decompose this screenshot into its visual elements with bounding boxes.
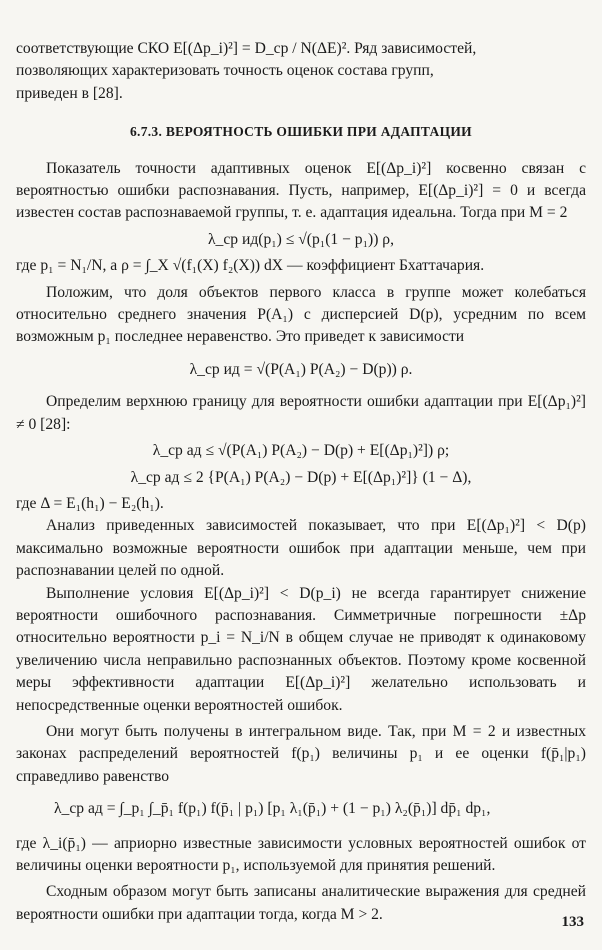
intro-line-2: позволяющих характеризовать точность оценок состава групп,: [16, 62, 434, 80]
equation-4: λ_ср ад ≤ 2 {P(A₁) P(A₂) − D(p) + E[(Δp₁)²]} (1 − Δ),: [130, 468, 472, 486]
equation-1: λ_ср ид(p₁) ≤ √(p₁(1 − p₁)) ρ,: [208, 230, 394, 248]
paragraph-5: Выполнение условия E[(Δp_i)²] < D(p_i) не всегда гарантирует снижение вероятности ошибочного распознавания. Симметричные погрешности ±Δp относительно вероятности p_i = N_i/N в общем случае не приводят к одинаковому увеличению числа неправильно распознанных объектов. Поэтому кроме косвенной меры эффективности адаптации E[(Δp_i)²] желательно использовать и непосредственные оценки вероятностей ошибок.: [16, 584, 586, 714]
page-number: 133: [561, 914, 584, 930]
page-content: [16, 38, 586, 926]
intro-line-1: соответствующие СКО E[(Δp_i)²] = D_ср / N(ΔE)². Ряд зависимостей,: [16, 40, 477, 57]
equation-2: λ_ср ид = √(P(A₁) P(A₂) − D(p)) ρ.: [189, 360, 413, 378]
paragraph-7: где λ_i(p̄₁) — априорно известные зависимости условных вероятностей ошибок от величины оценки вероятности p₁, используемой для принятия решений.: [16, 834, 586, 874]
paragraph-3: Определим верхнюю границу для вероятности ошибки адаптации при E[(Δp₁)²] ≠ 0 [28]:: [16, 393, 586, 433]
paragraph-8: Сходным образом могут быть записаны аналитические выражения для средней вероятности ошибки при адаптации тогда, когда M > 2.: [16, 883, 586, 923]
section-heading: 6.7.3. ВЕРОЯТНОСТЬ ОШИБКИ ПРИ АДАПТАЦИИ: [129, 124, 472, 140]
equation-3: λ_ср ад ≤ √(P(A₁) P(A₂) − D(p) + E[(Δp₁)²]) ρ;: [152, 442, 450, 460]
equation-5: λ_ср ад = ∫_p₁ ∫_p̄₁ f(p₁) f(p̄₁ | p₁) [p₁ λ₁(p̄₁) + (1 − p₁) λ₂(p̄₁)] dp̄₁ dp₁,: [54, 800, 491, 818]
paragraph-6: Они могут быть получены в интегральном виде. Так, при M = 2 и известных законах распределений вероятностей f(p₁) величины p₁ и ее оценки f(p̄₁|p₁) справедливо равенство: [16, 722, 586, 785]
intro-line-3: приведен в [28].: [16, 84, 123, 102]
paragraph-4: Анализ приведенных зависимостей показывает, что при E[(Δp₁)²] < D(p) максимально возможные вероятности ошибок при адаптации меньше, чем при распознавании целей по одной.: [16, 517, 586, 580]
equation-4-where: где Δ = E₁(h₁) − E₂(h₁).: [16, 494, 164, 512]
paragraph-2: Положим, что доля объектов первого класса в группе может колебаться относительно среднего значения P(A₁) с дисперсией D(p), усредним по всем возможным p₁ последнее неравенство. Это приведет к зависимости: [16, 283, 586, 346]
paragraph-1: Показатель точности адаптивных оценок E[(Δp_i)²] косвенно связан с вероятностью ошибки распознавания. Пусть, например, E[(Δp_i)²] = 0 и всегда известен состав распознаваемой группы, т. е. адаптация идеальна. Тогда при M = 2: [16, 159, 586, 222]
equation-1-where: где p₁ = N₁/N, а ρ = ∫_X √(f₁(X) f₂(X)) dX — коэффициент Бхаттачария.: [16, 257, 485, 275]
